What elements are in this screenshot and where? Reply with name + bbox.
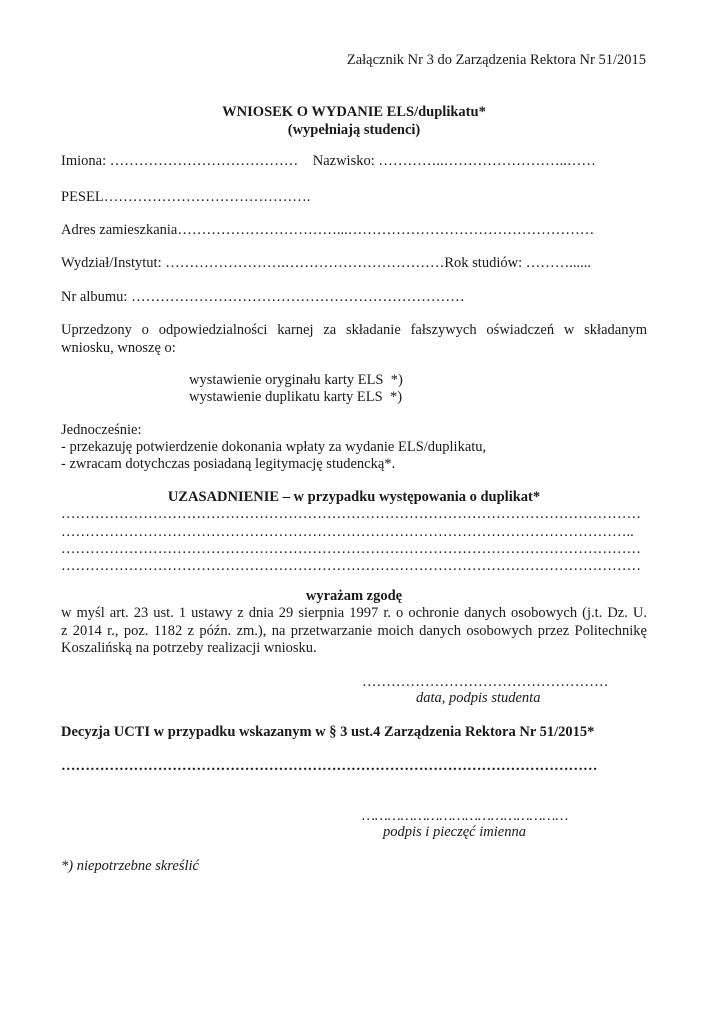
decision-line: ………………………………………………………………………………………………… (61, 758, 598, 774)
names-field: Imiona: ………………………………… Nazwisko: …………..……………………..…… (61, 153, 596, 169)
simultaneously-item-id-return: - zwracam dotychczas posiadaną legitymację studencką*. (61, 456, 396, 472)
declaration-line-1: Uprzedzony o odpowiedzialności karnej za składanie fałszywych oświadczeń w składanym (61, 322, 647, 338)
album-number-field: Nr albumu: …………………………………………………………… (61, 289, 465, 305)
form-title: WNIOSEK O WYDANIE ELS/duplikatu* (222, 104, 486, 120)
justification-line-3: ………………………………………………………………………………………………………… (61, 541, 641, 557)
justification-line-1: ………………………………………………………………………………………………………… (61, 506, 641, 522)
simultaneously-heading: Jednocześnie: (61, 422, 142, 438)
official-signature-label: podpis i pieczęć imienna (383, 824, 526, 840)
official-signature-line: ………………………………………… (362, 808, 569, 824)
decision-heading: Decyzja UCTI w przypadku wskazanym w § 3 ust.4 Zarządzenia Rektora Nr 51/2015* (61, 724, 595, 740)
option-duplicate-card: wystawienie duplikatu karty ELS *) (189, 389, 403, 405)
consent-heading: wyrażam zgodę (305, 588, 403, 604)
declaration-line-2: wniosku, wnoszę o: (61, 340, 176, 356)
justification-line-4: ………………………………………………………………………………………………………… (61, 558, 641, 574)
address-field: Adres zamieszkania……………………………...…………………………………………… (61, 222, 595, 238)
consent-line-2: z 2014 r., poz. 1182 z późn. zm.), na przetwarzanie moich danych osobowych przez Politechnikę (61, 623, 647, 639)
form-subtitle: (wypełniają studenci) (287, 122, 421, 138)
simultaneously-item-payment: - przekazuję potwierdzenie dokonania wpłaty za wydanie ELS/duplikatu, (61, 439, 487, 455)
justification-line-2: ……………………………………………………………………………………………………….. (61, 524, 634, 540)
faculty-field: Wydział/Instytut: …………………….……………………………Rok studiów: ………...... (61, 255, 591, 271)
consent-line-3: Koszalińską na potrzeby realizacji wniosku. (61, 640, 317, 656)
option-original-card: wystawienie oryginału karty ELS *) (189, 372, 403, 388)
student-signature-label: data, podpis studenta (416, 690, 541, 706)
attachment-note: Załącznik Nr 3 do Zarządzenia Rektora Nr 51/2015 (346, 52, 646, 68)
consent-line-1: w myśl art. 23 ust. 1 ustawy z dnia 29 sierpnia 1997 r. o ochronie danych osobowych (j.t. Dz. U. (61, 605, 647, 621)
pesel-field: PESEL……………………………………. (61, 189, 311, 205)
justification-heading: UZASADNIENIE – w przypadku występowania o duplikat* (167, 489, 541, 505)
footnote: *) niepotrzebne skreślić (61, 858, 199, 874)
student-signature-line: …………………………………………… (362, 674, 609, 690)
